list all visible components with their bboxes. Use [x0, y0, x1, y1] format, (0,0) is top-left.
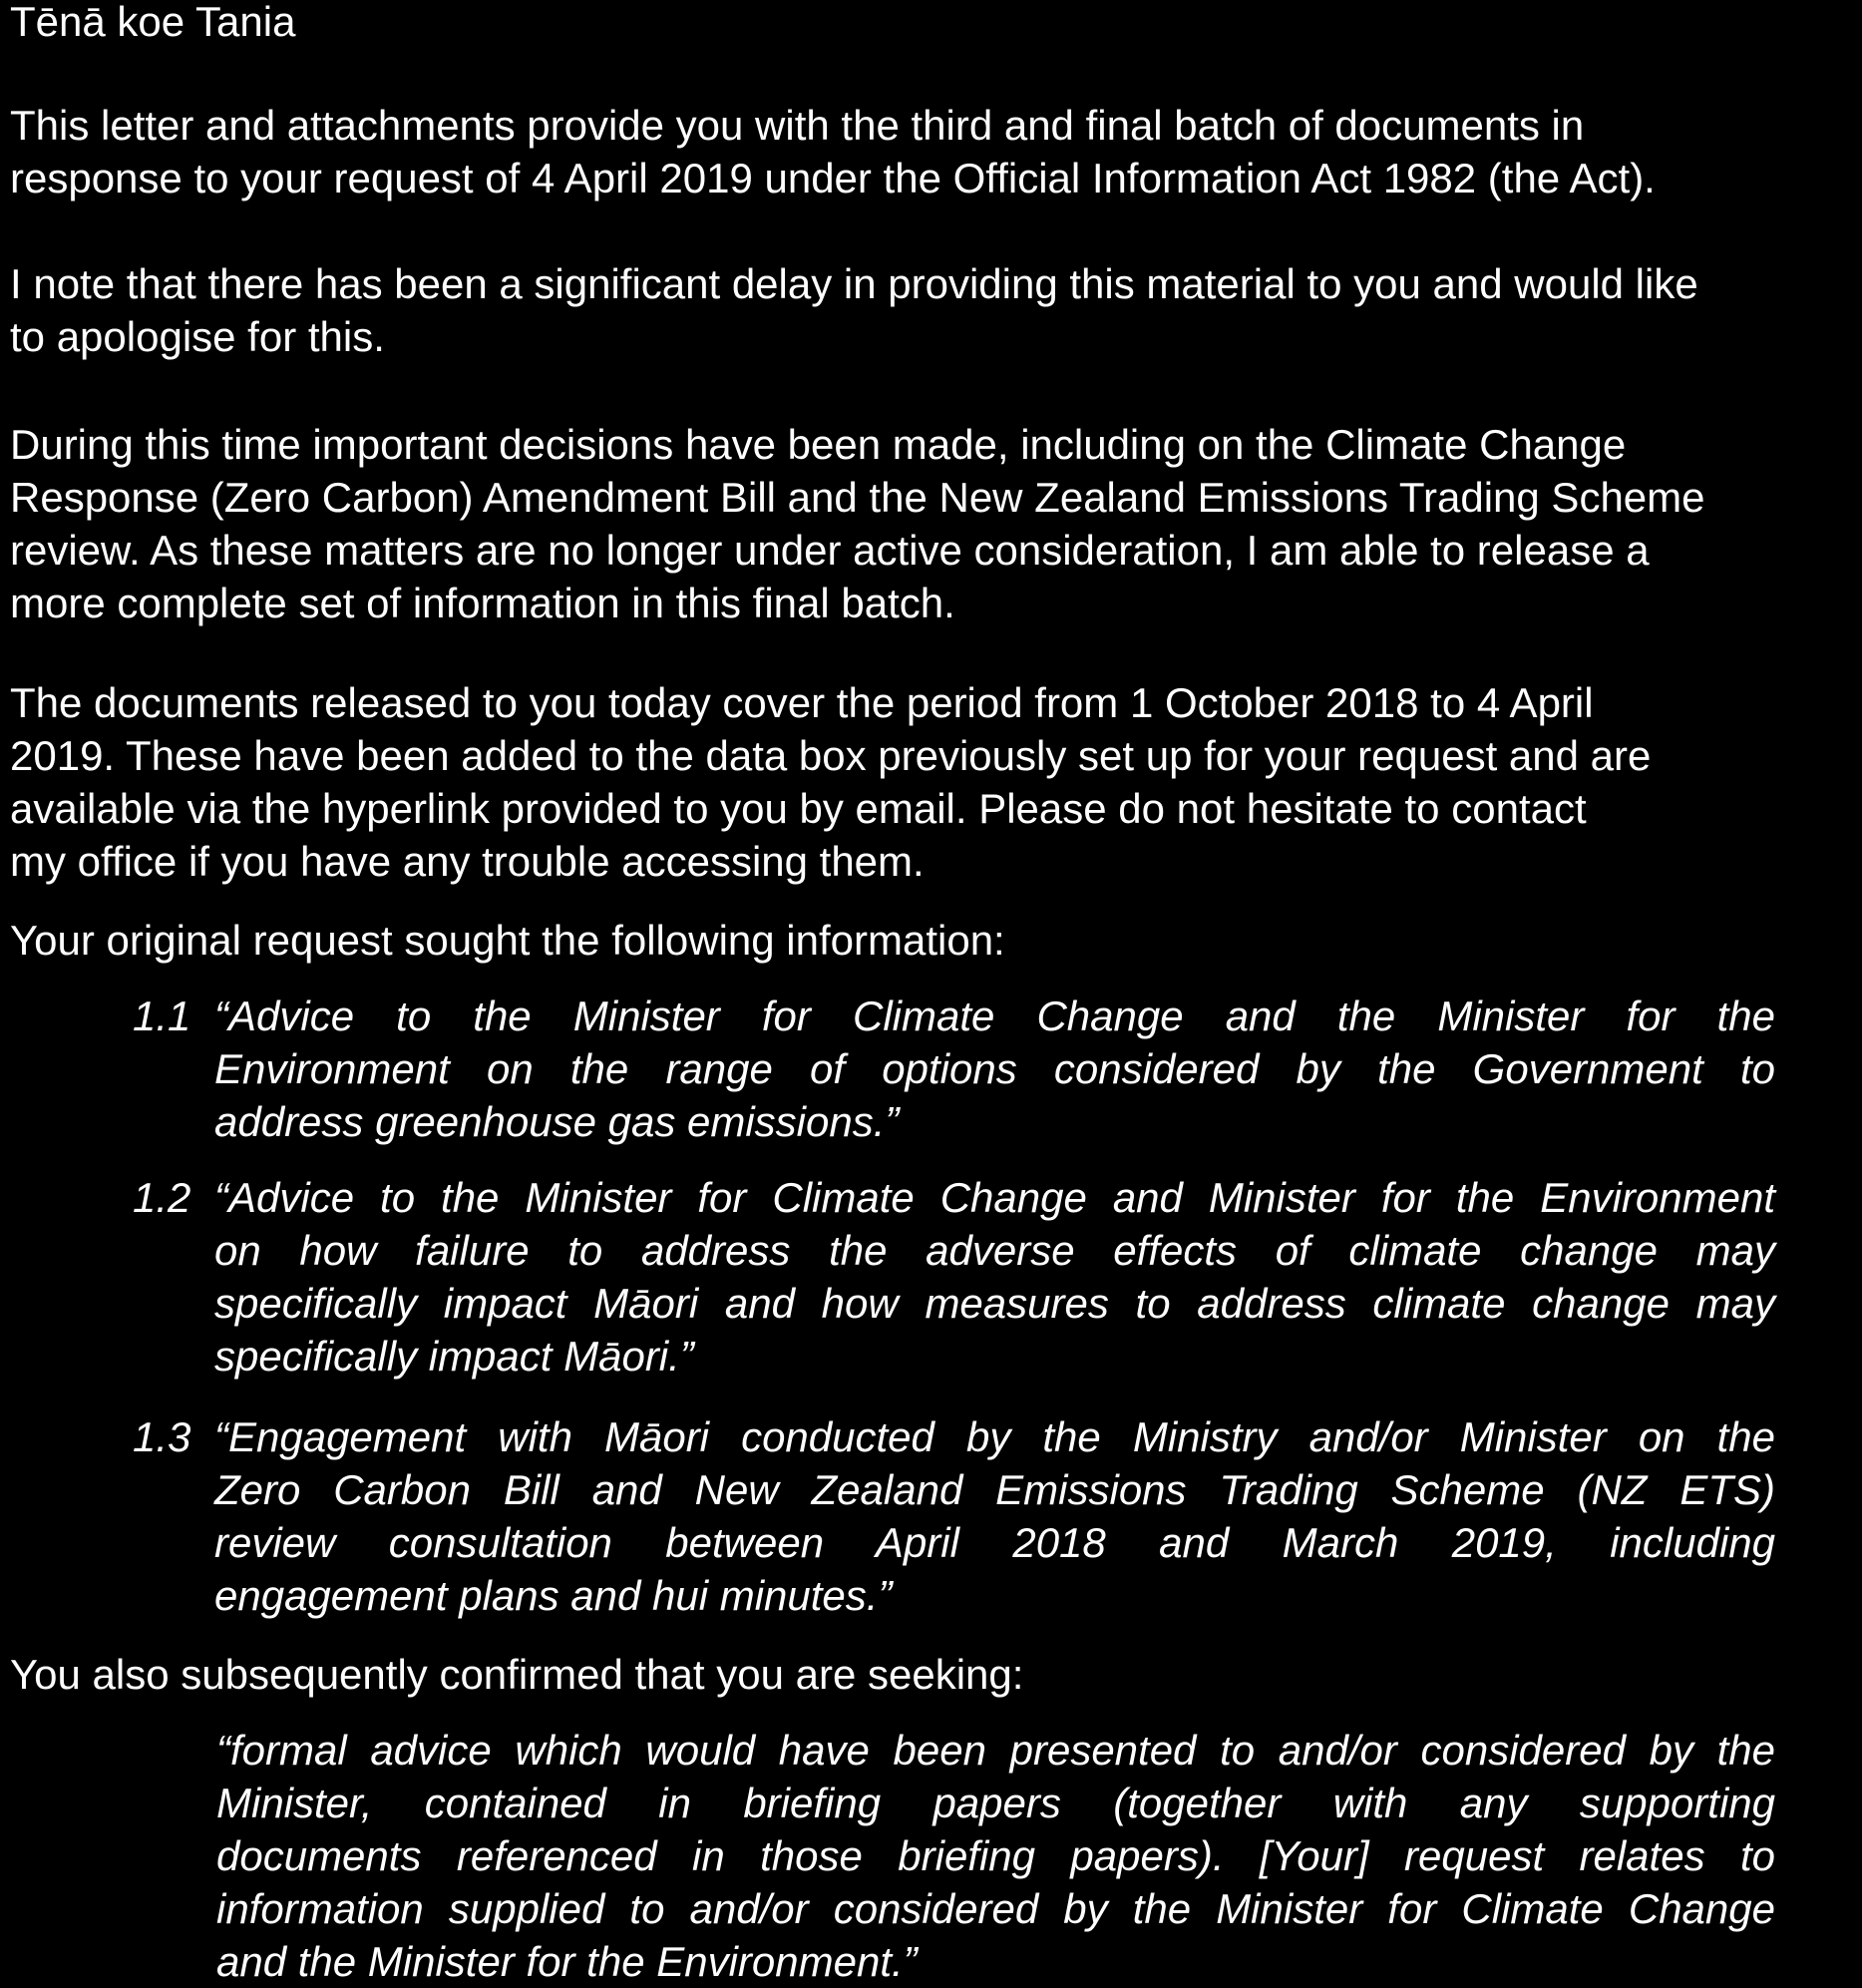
confirm-intro: You also subsequently confirmed that you are seeking:	[10, 1651, 1024, 1698]
text-line: Environment on the range of options considered by the Government to	[214, 1045, 1775, 1092]
paragraph-decisions	[10, 418, 1705, 629]
text-line: The documents released to you today cover the period from 1 October 2018 to 4 April	[10, 679, 1594, 726]
text-line: Response (Zero Carbon) Amendment Bill and the New Zealand Emissions Trading Scheme	[10, 474, 1705, 521]
text-line: more complete set of information in this final batch.	[10, 580, 955, 626]
text-line: “Engagement with Māori conducted by the Ministry and/or Minister on the	[214, 1413, 1775, 1460]
text-line: I note that there has been a significant delay in providing this material to you and would like	[10, 260, 1698, 307]
text-line: review consultation between April 2018 and March 2019, including	[214, 1519, 1775, 1566]
text-line: specifically impact Māori and how measures to address climate change may	[214, 1280, 1775, 1327]
text-line: Minister, contained in briefing papers (together with any supporting	[216, 1780, 1775, 1826]
item-number: 1.1	[133, 993, 191, 1039]
text-line: address greenhouse gas emissions.”	[214, 1098, 900, 1145]
text-line: Zero Carbon Bill and New Zealand Emissions Trading Scheme (NZ ETS)	[214, 1466, 1775, 1513]
text-line: specifically impact Māori.”	[214, 1333, 694, 1380]
text-line: documents referenced in those briefing papers). [Your] request relates to	[216, 1832, 1775, 1879]
text-line: on how failure to address the adverse effects of climate change may	[214, 1227, 1775, 1274]
paragraph-apology	[10, 257, 1698, 363]
text-line: review. As these matters are no longer under active consideration, I am able to release a	[10, 527, 1650, 574]
text-line: 2019. These have been added to the data box previously set up for your request and are	[10, 732, 1652, 779]
paragraph-documents	[10, 676, 1651, 888]
item-number: 1.2	[133, 1174, 191, 1221]
text-line: “Advice to the Minister for Climate Change and the Minister for the	[214, 993, 1775, 1039]
text-line: to apologise for this.	[10, 313, 385, 360]
text-line: engagement plans and hui minutes.”	[214, 1572, 893, 1619]
text-line: information supplied to and/or considered by the Minister for Climate Change	[216, 1885, 1775, 1932]
greeting: Tēnā koe Tania	[10, 0, 296, 45]
paragraph-release	[10, 99, 1656, 204]
text-line: available via the hyperlink provided to you by email. Please do not hesitate to contact	[10, 785, 1587, 832]
text-line: “formal advice which would have been presented to and/or considered by the	[216, 1727, 1775, 1774]
text-line: This letter and attachments provide you with the third and final batch of documents in	[10, 102, 1585, 149]
confirmed-request-quote	[216, 1724, 1775, 1988]
text-line: During this time important decisions have been made, including on the Climate Change	[10, 421, 1627, 468]
text-line: my office if you have any trouble accessing them.	[10, 838, 925, 885]
text-line: and the Minister for the Environment.”	[216, 1938, 918, 1985]
text-line: response to your request of 4 April 2019 under the Official Information Act 1982 (the Act).	[10, 155, 1656, 201]
item-number: 1.3	[133, 1413, 191, 1460]
text-line: “Advice to the Minister for Climate Change and Minister for the Environment	[214, 1174, 1775, 1221]
request-intro: Your original request sought the following information:	[10, 917, 1005, 964]
